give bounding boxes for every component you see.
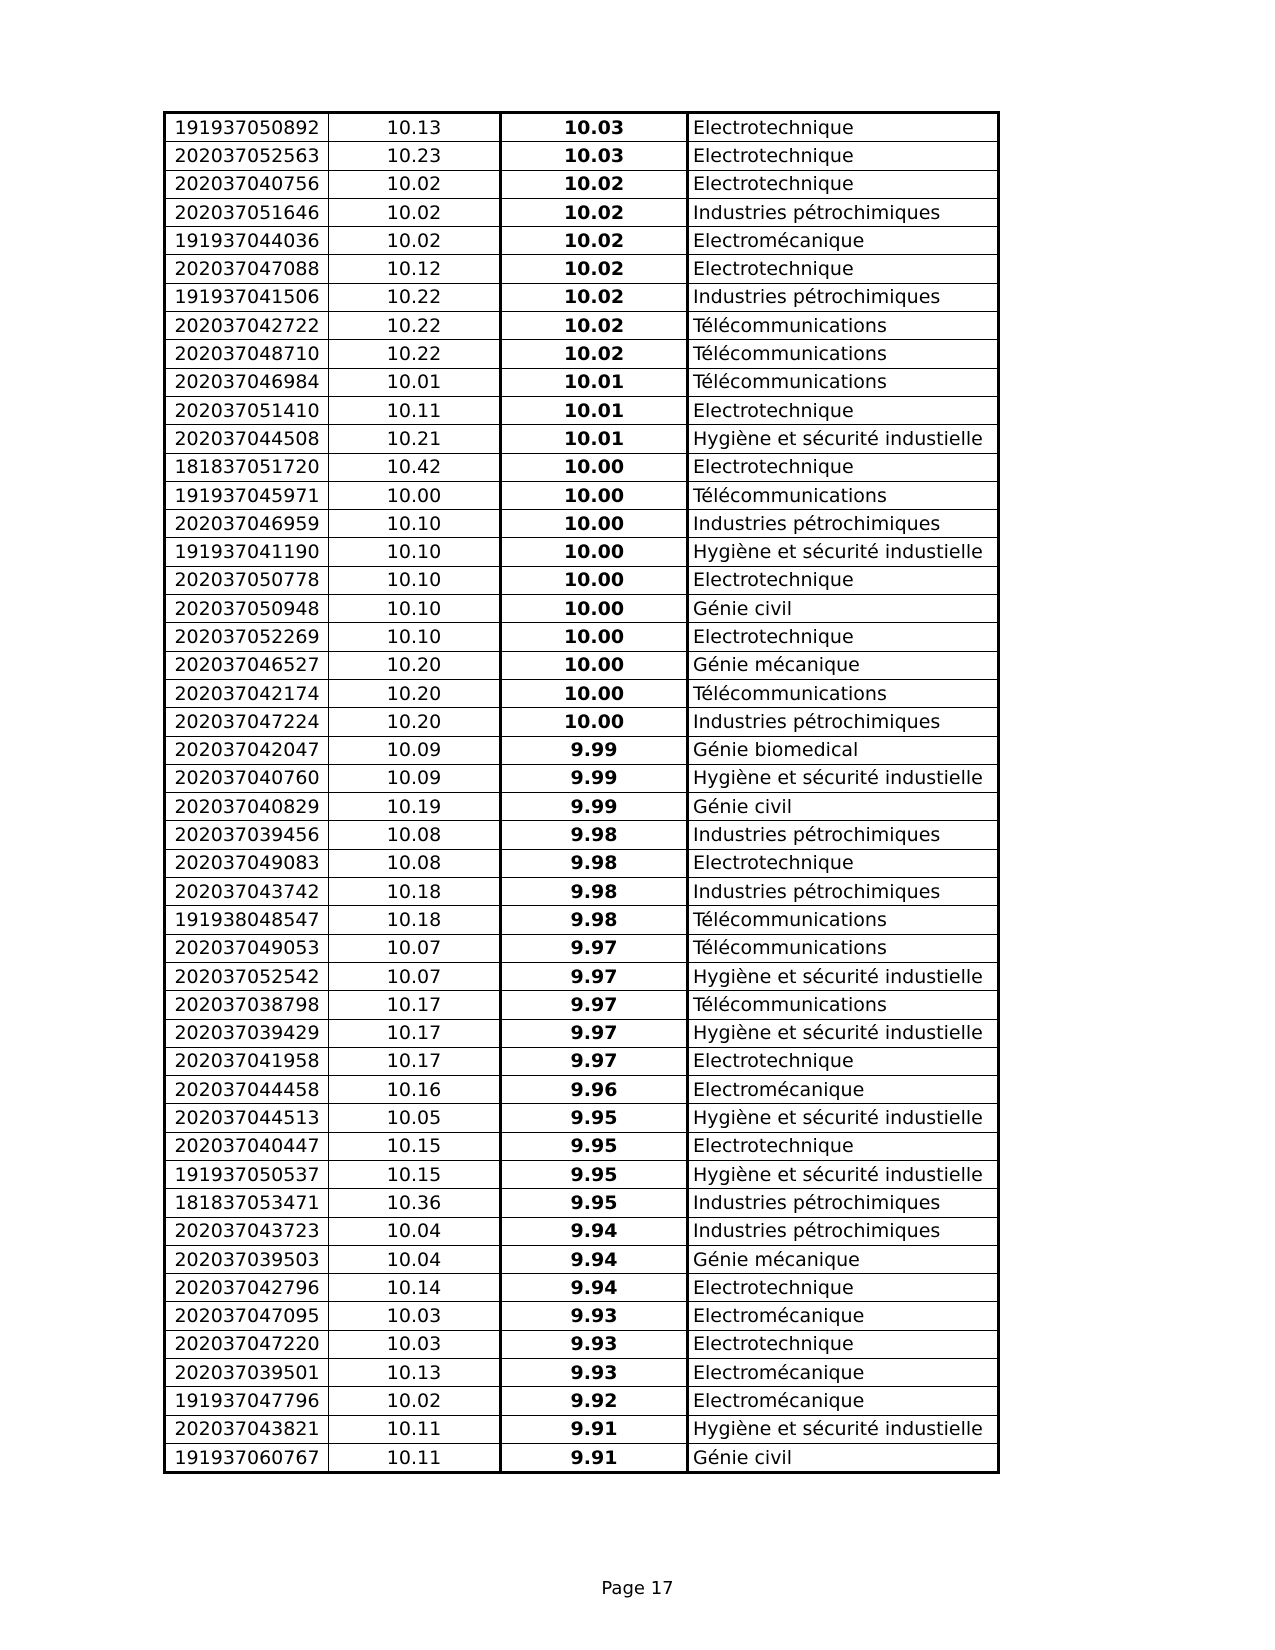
page-number: Page 17 — [601, 1578, 674, 1599]
final-grade-cell: 10.00 — [501, 481, 688, 509]
student-id-cell: 202037041958 — [165, 1047, 329, 1075]
specialty-cell: Electrotechnique — [688, 142, 999, 170]
average-cell: 10.19 — [329, 793, 501, 821]
specialty-cell: Industries pétrochimiques — [688, 878, 999, 906]
specialty-cell: Génie civil — [688, 1443, 999, 1472]
final-grade-cell: 9.98 — [501, 821, 688, 849]
average-cell: 10.11 — [329, 396, 501, 424]
specialty-cell: Electrotechnique — [688, 255, 999, 283]
student-id-cell: 202037039429 — [165, 1019, 329, 1047]
student-id-cell: 202037046527 — [165, 651, 329, 679]
final-grade-cell: 10.02 — [501, 340, 688, 368]
table-row — [165, 991, 999, 1019]
specialty-cell: Hygiène et sécurité industielle — [688, 425, 999, 453]
average-cell: 10.08 — [329, 821, 501, 849]
final-grade-cell: 10.03 — [501, 142, 688, 170]
table-row — [165, 1132, 999, 1160]
student-id-cell: 202037040756 — [165, 170, 329, 198]
average-cell: 10.15 — [329, 1160, 501, 1188]
final-grade-cell: 9.93 — [501, 1302, 688, 1330]
specialty-cell: Hygiène et sécurité industielle — [688, 764, 999, 792]
average-cell: 10.22 — [329, 340, 501, 368]
table-row — [165, 227, 999, 255]
student-id-cell: 202037047224 — [165, 708, 329, 736]
average-cell: 10.17 — [329, 1019, 501, 1047]
table-row — [165, 1302, 999, 1330]
average-cell: 10.07 — [329, 962, 501, 990]
average-cell: 10.03 — [329, 1302, 501, 1330]
final-grade-cell: 10.02 — [501, 198, 688, 226]
table-row — [165, 453, 999, 481]
table-row — [165, 1019, 999, 1047]
table-row — [165, 595, 999, 623]
student-id-cell: 202037043821 — [165, 1415, 329, 1443]
table-row — [165, 1387, 999, 1415]
student-id-cell: 202037052269 — [165, 623, 329, 651]
average-cell: 10.10 — [329, 595, 501, 623]
specialty-cell: Electrotechnique — [688, 849, 999, 877]
student-id-cell: 191937041506 — [165, 283, 329, 311]
student-id-cell: 202037043742 — [165, 878, 329, 906]
specialty-cell: Télécommunications — [688, 934, 999, 962]
student-id-cell: 202037051646 — [165, 198, 329, 226]
average-cell: 10.20 — [329, 651, 501, 679]
table-row — [165, 170, 999, 198]
specialty-cell: Electrotechnique — [688, 1047, 999, 1075]
final-grade-cell: 9.99 — [501, 764, 688, 792]
average-cell: 10.12 — [329, 255, 501, 283]
final-grade-cell: 10.00 — [501, 708, 688, 736]
specialty-cell: Hygiène et sécurité industielle — [688, 962, 999, 990]
average-cell: 10.09 — [329, 764, 501, 792]
final-grade-cell: 10.00 — [501, 510, 688, 538]
table-row — [165, 1217, 999, 1245]
table-row — [165, 651, 999, 679]
specialty-cell: Electrotechnique — [688, 113, 999, 142]
final-grade-cell: 9.95 — [501, 1189, 688, 1217]
student-id-cell: 202037042174 — [165, 679, 329, 707]
table-row — [165, 878, 999, 906]
average-cell: 10.13 — [329, 1359, 501, 1387]
average-cell: 10.10 — [329, 510, 501, 538]
average-cell: 10.10 — [329, 623, 501, 651]
student-id-cell: 202037044513 — [165, 1104, 329, 1132]
table-row — [165, 481, 999, 509]
final-grade-cell: 9.98 — [501, 878, 688, 906]
final-grade-cell: 10.00 — [501, 651, 688, 679]
final-grade-cell: 10.01 — [501, 368, 688, 396]
table-row — [165, 1274, 999, 1302]
student-id-cell: 202037043723 — [165, 1217, 329, 1245]
specialty-cell: Electromécanique — [688, 1387, 999, 1415]
specialty-cell: Electromécanique — [688, 227, 999, 255]
average-cell: 10.17 — [329, 991, 501, 1019]
specialty-cell: Industries pétrochimiques — [688, 198, 999, 226]
specialty-cell: Télécommunications — [688, 312, 999, 340]
table-row — [165, 510, 999, 538]
student-id-cell: 191937047796 — [165, 1387, 329, 1415]
average-cell: 10.02 — [329, 170, 501, 198]
table-row — [165, 934, 999, 962]
average-cell: 10.02 — [329, 1387, 501, 1415]
average-cell: 10.16 — [329, 1076, 501, 1104]
specialty-cell: Electrotechnique — [688, 1274, 999, 1302]
specialty-cell: Electromécanique — [688, 1302, 999, 1330]
final-grade-cell: 10.03 — [501, 113, 688, 142]
final-grade-cell: 9.94 — [501, 1245, 688, 1273]
specialty-cell: Industries pétrochimiques — [688, 821, 999, 849]
table-row — [165, 906, 999, 934]
final-grade-cell: 9.99 — [501, 736, 688, 764]
student-id-cell: 202037044508 — [165, 425, 329, 453]
specialty-cell: Industries pétrochimiques — [688, 283, 999, 311]
table-row — [165, 708, 999, 736]
student-id-cell: 202037051410 — [165, 396, 329, 424]
student-id-cell: 202037044458 — [165, 1076, 329, 1104]
final-grade-cell: 10.01 — [501, 425, 688, 453]
final-grade-cell: 9.97 — [501, 1019, 688, 1047]
final-grade-cell: 9.97 — [501, 1047, 688, 1075]
final-grade-cell: 10.00 — [501, 595, 688, 623]
average-cell: 10.20 — [329, 679, 501, 707]
final-grade-cell: 9.94 — [501, 1217, 688, 1245]
specialty-cell: Télécommunications — [688, 481, 999, 509]
student-id-cell: 191937050537 — [165, 1160, 329, 1188]
student-id-cell: 202037039456 — [165, 821, 329, 849]
specialty-cell: Electrotechnique — [688, 453, 999, 481]
final-grade-cell: 10.02 — [501, 283, 688, 311]
specialty-cell: Télécommunications — [688, 340, 999, 368]
table-row — [165, 1359, 999, 1387]
final-grade-cell: 10.00 — [501, 453, 688, 481]
student-id-cell: 202037046984 — [165, 368, 329, 396]
student-id-cell: 191937060767 — [165, 1443, 329, 1472]
student-id-cell: 181837053471 — [165, 1189, 329, 1217]
final-grade-cell: 10.00 — [501, 679, 688, 707]
specialty-cell: Hygiène et sécurité industielle — [688, 538, 999, 566]
student-id-cell: 202037049053 — [165, 934, 329, 962]
student-id-cell: 202037042796 — [165, 1274, 329, 1302]
specialty-cell: Génie civil — [688, 595, 999, 623]
average-cell: 10.04 — [329, 1217, 501, 1245]
student-id-cell: 202037042047 — [165, 736, 329, 764]
table-row — [165, 1104, 999, 1132]
table-row — [165, 1047, 999, 1075]
average-cell: 10.10 — [329, 566, 501, 594]
average-cell: 10.23 — [329, 142, 501, 170]
table-row — [165, 623, 999, 651]
final-grade-cell: 9.97 — [501, 934, 688, 962]
final-grade-cell: 9.97 — [501, 962, 688, 990]
specialty-cell: Electrotechnique — [688, 1132, 999, 1160]
average-cell: 10.22 — [329, 283, 501, 311]
student-id-cell: 202037049083 — [165, 849, 329, 877]
average-cell: 10.13 — [329, 113, 501, 142]
specialty-cell: Génie civil — [688, 793, 999, 821]
student-id-cell: 202037052563 — [165, 142, 329, 170]
table-row — [165, 312, 999, 340]
student-id-cell: 191937050892 — [165, 113, 329, 142]
table-row — [165, 764, 999, 792]
final-grade-cell: 10.02 — [501, 170, 688, 198]
average-cell: 10.22 — [329, 312, 501, 340]
specialty-cell: Electrotechnique — [688, 566, 999, 594]
table-row — [165, 1415, 999, 1443]
specialty-cell: Electromécanique — [688, 1359, 999, 1387]
student-id-cell: 202037050948 — [165, 595, 329, 623]
table-row — [165, 962, 999, 990]
final-grade-cell: 10.02 — [501, 312, 688, 340]
student-id-cell: 202037050778 — [165, 566, 329, 594]
specialty-cell: Industries pétrochimiques — [688, 1189, 999, 1217]
student-id-cell: 202037038798 — [165, 991, 329, 1019]
final-grade-cell: 9.92 — [501, 1387, 688, 1415]
table-row — [165, 255, 999, 283]
student-id-cell: 202037047088 — [165, 255, 329, 283]
specialty-cell: Génie biomedical — [688, 736, 999, 764]
final-grade-cell: 9.96 — [501, 1076, 688, 1104]
average-cell: 10.42 — [329, 453, 501, 481]
average-cell: 10.14 — [329, 1274, 501, 1302]
specialty-cell: Hygiène et sécurité industielle — [688, 1104, 999, 1132]
results-table — [163, 111, 1000, 1474]
average-cell: 10.11 — [329, 1443, 501, 1472]
specialty-cell: Electrotechnique — [688, 396, 999, 424]
student-id-cell: 202037046959 — [165, 510, 329, 538]
specialty-cell: Télécommunications — [688, 906, 999, 934]
specialty-cell: Télécommunications — [688, 991, 999, 1019]
table-row — [165, 368, 999, 396]
final-grade-cell: 9.91 — [501, 1415, 688, 1443]
final-grade-cell: 10.00 — [501, 538, 688, 566]
table-row — [165, 1160, 999, 1188]
results-table-body — [165, 113, 999, 1473]
table-row — [165, 1443, 999, 1472]
table-row — [165, 1189, 999, 1217]
student-id-cell: 202037047220 — [165, 1330, 329, 1358]
table-row — [165, 113, 999, 142]
final-grade-cell: 9.95 — [501, 1104, 688, 1132]
average-cell: 10.02 — [329, 227, 501, 255]
final-grade-cell: 9.98 — [501, 849, 688, 877]
average-cell: 10.00 — [329, 481, 501, 509]
table-row — [165, 1076, 999, 1104]
student-id-cell: 202037048710 — [165, 340, 329, 368]
specialty-cell: Industries pétrochimiques — [688, 510, 999, 538]
table-row — [165, 793, 999, 821]
average-cell: 10.11 — [329, 1415, 501, 1443]
specialty-cell: Industries pétrochimiques — [688, 1217, 999, 1245]
final-grade-cell: 9.95 — [501, 1160, 688, 1188]
student-id-cell: 202037047095 — [165, 1302, 329, 1330]
table-row — [165, 679, 999, 707]
specialty-cell: Télécommunications — [688, 368, 999, 396]
table-row — [165, 1245, 999, 1273]
student-id-cell: 202037042722 — [165, 312, 329, 340]
final-grade-cell: 10.00 — [501, 566, 688, 594]
table-row — [165, 425, 999, 453]
average-cell: 10.10 — [329, 538, 501, 566]
specialty-cell: Electrotechnique — [688, 170, 999, 198]
average-cell: 10.01 — [329, 368, 501, 396]
specialty-cell: Electrotechnique — [688, 1330, 999, 1358]
specialty-cell: Génie mécanique — [688, 651, 999, 679]
student-id-cell: 202037040829 — [165, 793, 329, 821]
average-cell: 10.18 — [329, 906, 501, 934]
specialty-cell: Hygiène et sécurité industielle — [688, 1019, 999, 1047]
final-grade-cell: 10.00 — [501, 623, 688, 651]
average-cell: 10.36 — [329, 1189, 501, 1217]
specialty-cell: Hygiène et sécurité industielle — [688, 1415, 999, 1443]
student-id-cell: 202037040760 — [165, 764, 329, 792]
student-id-cell: 191937044036 — [165, 227, 329, 255]
average-cell: 10.21 — [329, 425, 501, 453]
average-cell: 10.05 — [329, 1104, 501, 1132]
average-cell: 10.18 — [329, 878, 501, 906]
average-cell: 10.08 — [329, 849, 501, 877]
final-grade-cell: 10.02 — [501, 255, 688, 283]
student-id-cell: 202037039501 — [165, 1359, 329, 1387]
table-row — [165, 1330, 999, 1358]
final-grade-cell: 9.91 — [501, 1443, 688, 1472]
average-cell: 10.15 — [329, 1132, 501, 1160]
final-grade-cell: 9.99 — [501, 793, 688, 821]
average-cell: 10.09 — [329, 736, 501, 764]
average-cell: 10.02 — [329, 198, 501, 226]
student-id-cell: 202037039503 — [165, 1245, 329, 1273]
average-cell: 10.03 — [329, 1330, 501, 1358]
student-id-cell: 191938048547 — [165, 906, 329, 934]
table-row — [165, 340, 999, 368]
final-grade-cell: 9.94 — [501, 1274, 688, 1302]
final-grade-cell: 9.95 — [501, 1132, 688, 1160]
specialty-cell: Industries pétrochimiques — [688, 708, 999, 736]
table-row — [165, 396, 999, 424]
table-row — [165, 538, 999, 566]
table-row — [165, 142, 999, 170]
specialty-cell: Télécommunications — [688, 679, 999, 707]
specialty-cell: Electrotechnique — [688, 623, 999, 651]
student-id-cell: 202037052542 — [165, 962, 329, 990]
final-grade-cell: 10.01 — [501, 396, 688, 424]
final-grade-cell: 9.93 — [501, 1359, 688, 1387]
table-row — [165, 566, 999, 594]
student-id-cell: 181837051720 — [165, 453, 329, 481]
student-id-cell: 191937041190 — [165, 538, 329, 566]
average-cell: 10.07 — [329, 934, 501, 962]
table-row — [165, 283, 999, 311]
table-row — [165, 198, 999, 226]
average-cell: 10.20 — [329, 708, 501, 736]
student-id-cell: 202037040447 — [165, 1132, 329, 1160]
average-cell: 10.04 — [329, 1245, 501, 1273]
table-row — [165, 849, 999, 877]
final-grade-cell: 9.93 — [501, 1330, 688, 1358]
specialty-cell: Hygiène et sécurité industielle — [688, 1160, 999, 1188]
average-cell: 10.17 — [329, 1047, 501, 1075]
student-id-cell: 191937045971 — [165, 481, 329, 509]
table-row — [165, 736, 999, 764]
specialty-cell: Electromécanique — [688, 1076, 999, 1104]
specialty-cell: Génie mécanique — [688, 1245, 999, 1273]
final-grade-cell: 9.98 — [501, 906, 688, 934]
table-row — [165, 821, 999, 849]
final-grade-cell: 9.97 — [501, 991, 688, 1019]
final-grade-cell: 10.02 — [501, 227, 688, 255]
